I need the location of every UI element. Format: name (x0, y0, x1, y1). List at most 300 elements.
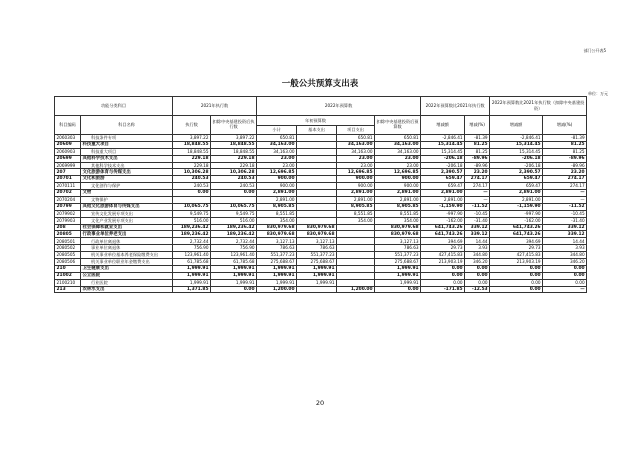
header-project: 项目支出 (337, 126, 375, 135)
row-basic (297, 141, 337, 148)
row-basic: 3,127.13 (297, 238, 337, 245)
row-project: 2,891.00 (337, 190, 375, 197)
row-name: 文物 (81, 190, 173, 197)
row-exec-excl: 123,961.40 (211, 252, 257, 259)
row-project: 23.00 (337, 155, 375, 162)
row-increase2: 213,903.19 (490, 259, 543, 266)
row-basic (297, 162, 337, 169)
row-increase: -1,159.90 (421, 203, 465, 210)
row-code: 208 (55, 224, 81, 231)
row-increase-pct2: 339.12 (543, 231, 587, 238)
row-code: 20799 (55, 203, 81, 210)
row-budget-excl: 354.00 (375, 217, 421, 224)
row-code: 21002 (55, 272, 81, 279)
row-exec-excl: 189,236.42 (211, 231, 257, 238)
row-increase: 29.73 (421, 245, 465, 252)
row-code: 2080506 (55, 259, 81, 266)
row-increase2: 29.73 (490, 245, 543, 252)
row-project: 34,163.00 (337, 148, 375, 155)
row-basic: 830,979.68 (297, 231, 337, 238)
row-increase-pct2: 14.44 (543, 238, 587, 245)
row-increase-pct: 339.12 (465, 231, 490, 238)
row-exec-excl: 61,785.68 (211, 259, 257, 266)
row-code: 2080501 (55, 238, 81, 245)
header-exec-excl: 扣除中央基建投资后执行数 (211, 116, 257, 135)
row-exec: 2,732.44 (173, 238, 211, 245)
row-increase-pct2: 81.25 (543, 148, 587, 155)
row-project (337, 231, 375, 238)
row-name: 文化创作与保护 (81, 183, 173, 190)
row-increase-pct: -89.96 (465, 155, 490, 162)
row-subtotal: 8,551.85 (257, 210, 297, 217)
header-increase: 增减额 (421, 116, 465, 135)
row-exec: 756.90 (173, 245, 211, 252)
row-increase2: -2,846.41 (490, 135, 543, 142)
row-exec: 61,785.68 (173, 259, 211, 266)
row-increase2: 2,891.00 (490, 190, 543, 197)
row-increase-pct: — (465, 197, 490, 204)
row-subtotal: 12,696.85 (257, 169, 297, 176)
table-row (55, 279, 587, 286)
row-budget-excl: 12,696.85 (375, 169, 421, 176)
row-budget-excl: 0.00 (375, 286, 421, 293)
row-exec: 1,999.91 (173, 272, 211, 279)
row-exec-excl: 229.18 (211, 155, 257, 162)
row-increase2: 641,743.26 (490, 231, 543, 238)
row-increase2: -206.18 (490, 155, 543, 162)
row-increase: 427,415.83 (421, 252, 465, 259)
row-basic (297, 183, 337, 190)
row-project (337, 265, 375, 272)
row-code: 2069999 (55, 162, 81, 169)
row-increase-pct: -11.52 (465, 203, 490, 210)
row-name: 行政单位离退休 (81, 238, 173, 245)
row-subtotal: 34,163.00 (257, 148, 297, 155)
row-increase-pct2: 339.12 (543, 224, 587, 231)
row-budget-excl: 551,377.23 (375, 252, 421, 259)
row-name: 宣传文化发展专项支出 (81, 210, 173, 217)
row-increase-pct2: 0.00 (543, 265, 587, 272)
table-row (55, 169, 587, 176)
row-subtotal: 8,905.85 (257, 203, 297, 210)
row-exec-excl: 1,999.91 (211, 265, 257, 272)
header-exec-2021: 2021年执行数 (173, 97, 257, 116)
row-exec-excl: 0.00 (211, 286, 257, 293)
row-increase: 2,390.57 (421, 169, 465, 176)
row-budget-excl: 900.00 (375, 183, 421, 190)
row-name: 其他科学技术支出 (81, 155, 173, 162)
row-budget-excl: 23.00 (375, 155, 421, 162)
row-project: 900.00 (337, 183, 375, 190)
row-name: 行业医院 (81, 279, 173, 286)
row-increase-pct: -89.96 (465, 162, 490, 169)
row-name: 卫生健康支出 (81, 265, 173, 272)
row-name: 社会保障和就业支出 (81, 224, 173, 231)
row-name: 农林水支出 (81, 286, 173, 293)
row-subtotal: 354.00 (257, 217, 297, 224)
row-increase2: 641,743.26 (490, 224, 543, 231)
row-exec: 9,549.75 (173, 210, 211, 217)
row-basic (297, 203, 337, 210)
row-code: 2070111 (55, 183, 81, 190)
row-name: 文物保护 (81, 197, 173, 204)
row-exec-excl (211, 197, 257, 204)
row-increase-pct2: 344.80 (543, 252, 587, 259)
row-code: 2079902 (55, 210, 81, 217)
row-increase-pct2: -89.96 (543, 162, 587, 169)
table-row (55, 252, 587, 259)
row-increase: -171.85 (421, 286, 465, 293)
row-exec-excl: 0.00 (211, 190, 257, 197)
row-project (337, 245, 375, 252)
row-increase-pct: -10.45 (465, 210, 490, 217)
row-subtotal: 830,979.68 (257, 231, 297, 238)
row-project: 34,163.00 (337, 141, 375, 148)
row-code: 2080505 (55, 252, 81, 259)
header-increase2: 增减额 (490, 116, 543, 135)
row-subtotal: 2,891.00 (257, 197, 297, 204)
row-increase2: 0.00 (490, 272, 543, 279)
row-exec: 229.18 (173, 162, 211, 169)
table-row (55, 217, 587, 224)
row-budget-excl: 23.00 (375, 162, 421, 169)
row-basic: 1,999.91 (297, 272, 337, 279)
row-increase: 2,891.00 (421, 190, 465, 197)
row-code: 2080502 (55, 245, 81, 252)
row-subtotal: 1,999.91 (257, 279, 297, 286)
table-row (55, 183, 587, 190)
row-increase2: -997.90 (490, 210, 543, 217)
row-subtotal: 830,979.68 (257, 224, 297, 231)
row-project: 23.00 (337, 162, 375, 169)
row-subtotal: 1,999.91 (257, 272, 297, 279)
header-basic: 基本支出 (297, 126, 337, 135)
row-basic: 1,999.91 (297, 279, 337, 286)
row-increase-pct2: 0.00 (543, 272, 587, 279)
row-exec: 189,236.42 (173, 231, 211, 238)
row-exec-excl: 10,306.28 (211, 169, 257, 176)
row-basic (297, 217, 337, 224)
row-increase-pct2: 3.93 (543, 245, 587, 252)
row-increase-pct: -81.39 (465, 135, 490, 142)
table-row (55, 135, 587, 142)
row-project: 12,696.85 (337, 169, 375, 176)
row-increase-pct2: 23.20 (543, 169, 587, 176)
row-budget-excl: 900.00 (375, 176, 421, 183)
row-increase2: 0.00 (490, 286, 543, 293)
row-project (337, 279, 375, 286)
row-basic (297, 190, 337, 197)
row-exec: 123,961.40 (173, 252, 211, 259)
row-exec: 1,999.91 (173, 265, 211, 272)
row-code: 210 (55, 265, 81, 272)
unit-label: 单位：万元 (588, 91, 608, 96)
header-exec: 执行数 (173, 116, 211, 135)
row-increase-pct2: 274.17 (543, 176, 587, 183)
row-basic: 786.63 (297, 245, 337, 252)
row-exec-excl: 2,732.44 (211, 238, 257, 245)
row-increase: -206.18 (421, 155, 465, 162)
row-exec-excl: 3,897.22 (211, 135, 257, 142)
row-exec-excl: 10,065.75 (211, 203, 257, 210)
table-row (55, 190, 587, 197)
row-name: 科技重大项目 (81, 141, 173, 148)
header-budget-2022: 2022年预算数 (257, 97, 421, 116)
row-code: 213 (55, 286, 81, 293)
row-increase-pct2: 0.00 (543, 279, 587, 286)
header-increase-pct2: 增减(%) (543, 116, 587, 135)
row-exec-excl: 756.90 (211, 245, 257, 252)
row-code: 2060303 (55, 135, 81, 142)
row-exec: 0.00 (173, 190, 211, 197)
row-increase2: -1,159.90 (490, 203, 543, 210)
row-increase-pct: -31.40 (465, 217, 490, 224)
row-code: 20702 (55, 190, 81, 197)
row-subtotal: 23.00 (257, 162, 297, 169)
row-project: 8,905.85 (337, 203, 375, 210)
table-row (55, 231, 587, 238)
row-exec-excl: 516.00 (211, 217, 257, 224)
row-subtotal: 1,200.00 (257, 286, 297, 293)
table-row (55, 176, 587, 183)
row-increase-pct: 274.17 (465, 183, 490, 190)
row-basic (297, 169, 337, 176)
table-row (55, 148, 587, 155)
row-subtotal: 23.00 (257, 155, 297, 162)
row-exec: 18,848.55 (173, 141, 211, 148)
row-basic (297, 210, 337, 217)
row-increase: 641,743.26 (421, 231, 465, 238)
row-code: 2079903 (55, 217, 81, 224)
row-exec (173, 197, 211, 204)
row-increase-pct2: -89.96 (543, 155, 587, 162)
row-exec-excl: 1,999.91 (211, 279, 257, 286)
row-name: 其他文化旅游体育与传媒支出 (81, 203, 173, 210)
row-increase-pct: 344.80 (465, 252, 490, 259)
table-row (55, 224, 587, 231)
row-increase: 213,903.19 (421, 259, 465, 266)
row-name: 机关事业单位基本养老保险缴费支出 (81, 252, 173, 259)
row-code: 2100210 (55, 279, 81, 286)
row-exec-excl: 240.53 (211, 176, 257, 183)
row-code: 20609 (55, 141, 81, 148)
row-budget-excl: 1,999.91 (375, 272, 421, 279)
row-increase: -206.18 (421, 162, 465, 169)
header-func-category: 功能分类科目 (55, 97, 173, 116)
row-budget-excl: 786.63 (375, 245, 421, 252)
row-exec: 240.53 (173, 176, 211, 183)
table-body (55, 135, 587, 293)
table-row (55, 162, 587, 169)
row-increase: 659.47 (421, 183, 465, 190)
table-row (55, 272, 587, 279)
row-increase: 659.47 (421, 176, 465, 183)
row-name: 文化产业发展专项支出 (81, 217, 173, 224)
page-number: 20 (315, 399, 325, 407)
row-increase: 641,743.26 (421, 224, 465, 231)
table-row (55, 286, 587, 293)
table-row (55, 141, 587, 148)
row-exec-excl: 9,549.75 (211, 210, 257, 217)
row-increase-pct2: — (543, 190, 587, 197)
table-row (55, 210, 587, 217)
row-exec: 516.00 (173, 217, 211, 224)
row-name: 文化和旅游 (81, 176, 173, 183)
row-increase-pct2: 81.25 (543, 141, 587, 148)
row-project: 650.81 (337, 135, 375, 142)
row-increase-pct: 0.00 (465, 265, 490, 272)
row-increase-pct2: — (543, 286, 587, 293)
row-name: 其他科学技术支出 (81, 162, 173, 169)
row-basic: 1,999.91 (297, 265, 337, 272)
row-increase: 0.00 (421, 265, 465, 272)
row-exec: 10,306.28 (173, 169, 211, 176)
header-name: 科目名称 (81, 116, 173, 135)
row-increase-pct: 23.20 (465, 169, 490, 176)
row-exec-excl: 189,236.42 (211, 224, 257, 231)
row-code: 20701 (55, 176, 81, 183)
row-increase2: 15,314.45 (490, 141, 543, 148)
row-budget-excl: 650.81 (375, 135, 421, 142)
row-increase-pct2: -10.45 (543, 210, 587, 217)
row-exec-excl: 18,848.55 (211, 148, 257, 155)
header-cmp-exec-excl: 2022年预算数比2021年执行数（扣除中央基建投资） (490, 97, 587, 116)
row-budget-excl: 830,979.68 (375, 224, 421, 231)
row-subtotal: 551,377.23 (257, 252, 297, 259)
table-row (55, 155, 587, 162)
row-budget-excl: 1,999.91 (375, 265, 421, 272)
row-name: 公立医院 (81, 272, 173, 279)
row-exec-excl: 229.18 (211, 162, 257, 169)
row-basic (297, 155, 337, 162)
row-subtotal: 275,688.67 (257, 259, 297, 266)
row-increase-pct2: — (543, 197, 587, 204)
table-row (55, 203, 587, 210)
row-subtotal: 1,999.91 (257, 265, 297, 272)
row-basic: 551,377.23 (297, 252, 337, 259)
row-increase-pct2: -81.39 (543, 135, 587, 142)
table-row (55, 238, 587, 245)
row-budget-excl: 2,891.00 (375, 190, 421, 197)
row-budget-excl: 1,999.91 (375, 279, 421, 286)
table-row (55, 259, 587, 266)
table-row (55, 197, 587, 204)
row-increase-pct2: 346.20 (543, 259, 587, 266)
row-increase2: 0.00 (490, 265, 543, 272)
row-basic: 830,979.68 (297, 224, 337, 231)
header-budget-excl: 扣除中央基建投资后预算数 (375, 116, 421, 135)
row-project (337, 224, 375, 231)
row-increase2: 394.69 (490, 238, 543, 245)
row-exec-excl: 240.53 (211, 183, 257, 190)
row-code: 20805 (55, 231, 81, 238)
row-increase: 2,891.00 (421, 197, 465, 204)
row-increase: 15,314.45 (421, 148, 465, 155)
row-increase2: -162.00 (490, 217, 543, 224)
row-budget-excl: 275,688.67 (375, 259, 421, 266)
row-code: 20699 (55, 155, 81, 162)
row-project: 1,200.00 (337, 286, 375, 293)
row-increase-pct: 346.20 (465, 259, 490, 266)
corner-label: 部门公开表5 (583, 48, 606, 53)
row-exec: 229.18 (173, 155, 211, 162)
row-increase-pct2: -11.52 (543, 203, 587, 210)
row-budget-excl: 34,163.00 (375, 148, 421, 155)
row-exec: 18,848.55 (173, 148, 211, 155)
row-increase: -997.90 (421, 210, 465, 217)
row-increase-pct: 0.00 (465, 279, 490, 286)
row-increase-pct: 81.25 (465, 141, 490, 148)
row-basic (297, 135, 337, 142)
row-increase-pct: 81.25 (465, 148, 490, 155)
page-title: 一般公共预算支出表 (281, 79, 359, 89)
row-basic (297, 176, 337, 183)
row-code: 2060903 (55, 148, 81, 155)
row-name: 机关事业单位职业年金缴费支出 (81, 259, 173, 266)
row-basic (297, 197, 337, 204)
row-increase: 0.00 (421, 272, 465, 279)
row-exec-excl: 18,848.55 (211, 141, 257, 148)
row-subtotal: 650.81 (257, 135, 297, 142)
row-project (337, 238, 375, 245)
row-increase: 15,314.45 (421, 141, 465, 148)
row-increase-pct: 14.44 (465, 238, 490, 245)
row-subtotal: 34,163.00 (257, 141, 297, 148)
header-increase-pct: 增减(%) (465, 116, 490, 135)
row-increase2: 2,390.57 (490, 169, 543, 176)
row-exec: 189,236.42 (173, 224, 211, 231)
row-subtotal: 900.00 (257, 176, 297, 183)
header-code: 科目编码 (55, 116, 81, 135)
row-increase-pct: 339.12 (465, 224, 490, 231)
row-subtotal: 786.63 (257, 245, 297, 252)
row-increase2: 427,415.83 (490, 252, 543, 259)
row-project (337, 259, 375, 266)
row-exec: 240.53 (173, 183, 211, 190)
row-project: 2,891.00 (337, 197, 375, 204)
row-increase: -162.00 (421, 217, 465, 224)
row-basic (297, 286, 337, 293)
row-code: 207 (55, 169, 81, 176)
row-increase-pct: 3.93 (465, 245, 490, 252)
row-exec: 10,065.75 (173, 203, 211, 210)
row-increase-pct2: 274.17 (543, 183, 587, 190)
header-cmp-exec: 2022年预算数比2021年执行数 (421, 97, 490, 116)
row-project: 900.00 (337, 176, 375, 183)
row-increase: 0.00 (421, 279, 465, 286)
row-increase: 394.69 (421, 238, 465, 245)
row-increase-pct: 274.17 (465, 176, 490, 183)
row-increase-pct: -12.53 (465, 286, 490, 293)
row-basic (297, 148, 337, 155)
row-subtotal: 900.00 (257, 183, 297, 190)
table-row (55, 245, 587, 252)
row-name: 行政事业单位养老支出 (81, 231, 173, 238)
row-budget-excl: 8,905.85 (375, 203, 421, 210)
row-exec: 3,897.22 (173, 135, 211, 142)
row-increase: -2,846.41 (421, 135, 465, 142)
row-basic: 275,688.67 (297, 259, 337, 266)
row-increase2: 659.47 (490, 183, 543, 190)
row-subtotal: 3,127.13 (257, 238, 297, 245)
row-name: 科技条件专项 (81, 135, 173, 142)
row-project (337, 252, 375, 259)
row-budget-excl: 2,891.00 (375, 197, 421, 204)
row-increase-pct: — (465, 190, 490, 197)
row-project: 354.00 (337, 217, 375, 224)
row-increase-pct: 0.00 (465, 272, 490, 279)
row-project: 8,551.85 (337, 210, 375, 217)
